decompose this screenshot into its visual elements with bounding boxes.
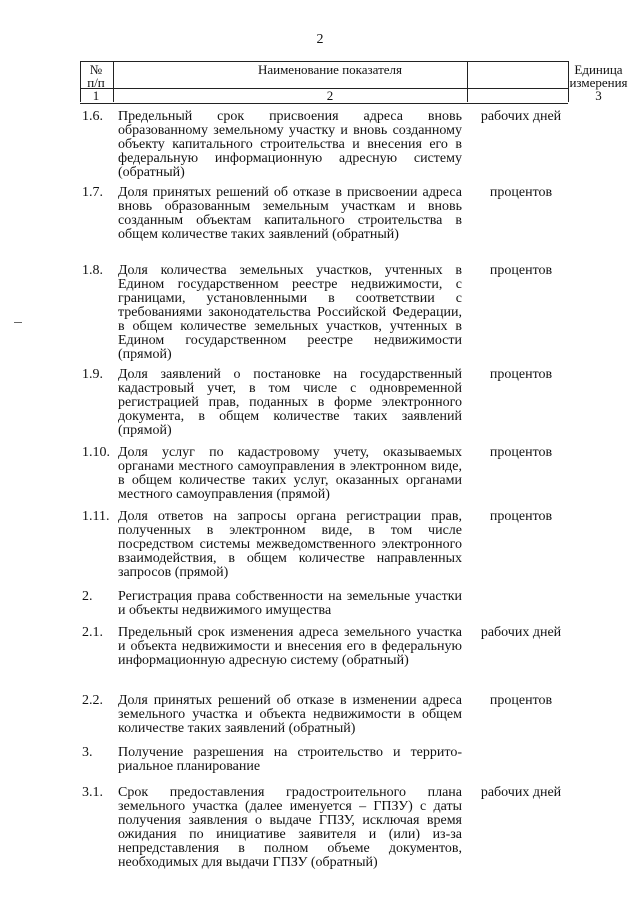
col-name-header: Наименование показателя (257, 62, 403, 77)
col-unit-header-line1: Единица (574, 62, 623, 77)
row-text: Доля ответов на запросы органа регистрации прав, полученных в электронном виде, в том числе посредством системы межведомственного электронного взаимодействия, в общем количестве направленных запросов (прямой) (118, 509, 462, 580)
row-number: 2.1. (82, 625, 103, 640)
header-row (80, 62, 628, 90)
header-index-row (80, 88, 602, 104)
row-text: Срок предоставления градостроительного плана земельного участка (далее именуется – ГПЗУ) с даты получения заявления о выдаче ГПЗУ, исключая время ожидания по инициативе заявителя и (или) из-за непредставления в полном объеме документов, необходимых для выдачи ГПЗУ (обратный) (118, 785, 462, 870)
row-text: Доля количества земельных участков, учтенных в Едином государственном реестре недвижимости, с границами, установленными в соответствии с требованиями законодательства Российской Федерации, в общем количестве земельных участков, учтенных в Едином государственном реестре недвижимости (прямой) (118, 263, 462, 362)
row-number: 3. (82, 745, 93, 760)
col-index-3: 3 (595, 88, 602, 103)
row-unit: рабочих дней (480, 785, 562, 800)
col-unit-header (547, 63, 640, 89)
row-unit: процентов (489, 263, 553, 278)
table-border-left (80, 61, 81, 102)
table-header (80, 61, 628, 103)
row-unit: процентов (489, 445, 553, 460)
row-number: 2. (82, 589, 93, 604)
margin-mark (14, 322, 22, 323)
row-unit: рабочих дней (480, 109, 562, 124)
row-text: Доля заявлений о постановке на государственный кадастровый учет, в том числе с одновременной регистрацией прав, поданных в форме электронного документа, в общем количестве таких заявлений (прямой) (118, 367, 462, 438)
table-divider-2 (467, 61, 468, 102)
row-unit: процентов (489, 185, 553, 200)
row-unit: процентов (489, 693, 553, 708)
col-number-header (80, 63, 112, 89)
row-number: 1.10. (82, 445, 110, 460)
col-index-1: 1 (92, 88, 100, 103)
row-text: Доля принятых решений об отказе в присвоении адреса вновь образованным земельным участкам и вновь созданным объектам капитального строительства в общем количестве таких заявлений (обратный) (118, 185, 462, 242)
row-number: 1.7. (82, 185, 103, 200)
row-text: Предельный срок изменения адреса земельного участка и объекта недвижимости и внесения его в федеральную информационную адресную систему (обратный) (118, 625, 462, 668)
row-unit: процентов (489, 367, 553, 382)
row-text: Доля услуг по кадастровому учету, оказываемых органами местного самоуправления в электронном виде, в общем количестве таких услуг, оказанных органами местного самоуправления (прямой) (118, 445, 462, 502)
row-number: 1.6. (82, 109, 103, 124)
row-unit: рабочих дней (480, 625, 562, 640)
row-number: 1.9. (82, 367, 103, 382)
row-number: 1.8. (82, 263, 103, 278)
row-number: 1.11. (82, 509, 110, 524)
row-text: Предельный срок присвоения адреса вновь образованному земельному участку и вновь созданному объекту капитального строительства и внесения его в федеральную информационную адресную систему (обратный) (118, 109, 462, 180)
col-number-header-line1: № (89, 62, 103, 77)
row-text: Доля принятых решений об отказе в изменении адреса земельного участка и объекта недвижимости в общем количестве таких заявлений (обратный) (118, 693, 462, 736)
table-divider-1 (113, 61, 114, 102)
table-border-right (568, 61, 569, 102)
row-unit: процентов (489, 509, 553, 524)
col-number-header-line2: п/п (87, 75, 105, 90)
row-number: 2.2. (82, 693, 103, 708)
row-text: Регистрация права собственности на земельные участки и объекты недвижимого имущества (118, 589, 462, 618)
row-text: Получение разрешения на строительство и территориальное планирование (118, 745, 462, 774)
row-number: 3.1. (82, 785, 103, 800)
col-unit-header-line2: измерения (569, 75, 628, 90)
col-index-2: 2 (326, 88, 334, 103)
page-number: 2 (316, 32, 324, 47)
